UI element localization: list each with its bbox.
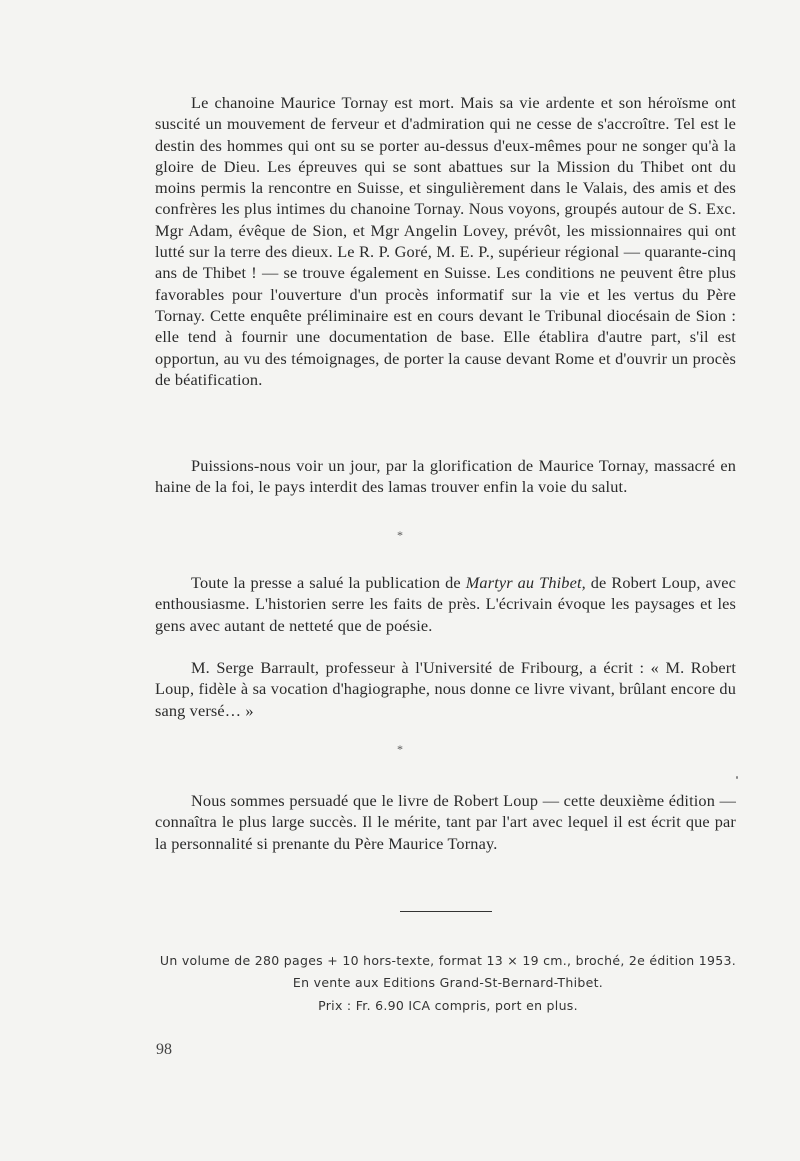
paragraph-barrault-quote: M. Serge Barrault, professeur à l'Université de Fribourg, a écrit : « M. Robert Loup, fidèle à sa vocation d'hagiographe, nous donne ce livre vivant, brûlant encore du sang versé… »: [155, 658, 736, 720]
paragraph-tornay-death: Le chanoine Maurice Tornay est mort. Mais sa vie ardente et son héroïsme ont suscité un mouvement de ferveur et d'admiration qui ne cesse de s'accroître. Tel est le destin des hommes qui ont su se porter au-dessus d'eux-mêmes pour ne songer qu'à la gloire de Dieu. Les épreuves qui se sont abattues sur la Mission du Thibet ont du moins permis la rencontre en Suisse, et singulièrement dans le Valais, des amis et des confrères les plus intimes du chanoine Tornay. Nous voyons, groupés autour de S. Exc. Mgr Adam, évêque de Sion, et Mgr Angelin Lovey, prévôt, les missionnaires qui ont lutté sur la terre des dieux. Le R. P. Goré, M. E. P., supérieur régional — quarante-cinq ans de Thibet ! — se trouve également en Suisse. Les conditions ne peuvent être plus favorables pour l'ouverture d'un procès informatif sur la vie et les vertus du Père Tornay. Cette enquête préliminaire est en cours devant le Tribunal diocésain de Sion : elle tend à fournir une documentation de base. Elle établira d'autre part, s'il est opportun, au vu des témoignages, de porter la cause devant Rome et d'ouvrir un procès de béatification.: [155, 93, 736, 389]
print-speck: [736, 776, 738, 779]
page-number: 98: [156, 1041, 172, 1058]
paragraph-conclusion: Nous sommes persuadé que le livre de Robert Loup — cette deuxième édition — connaîtra le plus large succès. Il le mérite, tant par l'art avec lequel il est écrit que par la personnalité si prenante du Père Maurice Tornay.: [155, 791, 736, 853]
paragraph-press-review: [155, 572, 736, 636]
footnote-price-info: Prix : Fr. 6.90 ICA compris, port en plus.: [318, 998, 578, 1013]
separator-star: *: [397, 742, 403, 756]
paragraph-prayer: Puissions-nous voir un jour, par la glorification de Maurice Tornay, massacré en haine de la foi, le pays interdit des lamas trouver enfin la voie du salut.: [155, 456, 736, 497]
footnote-sales-info: En vente aux Editions Grand-St-Bernard-Thibet.: [292, 975, 604, 990]
separator-star: *: [397, 528, 403, 542]
horizontal-rule: [400, 911, 492, 912]
press-review-text-start: Toute la presse a salué la publication de: [191, 573, 466, 592]
book-title: Martyr au Thibet,: [465, 573, 586, 592]
footnote-volume-info: Un volume de 280 pages + 10 hors-texte, format 13 × 19 cm., broché, 2e édition 1953.: [159, 953, 737, 968]
press-review-text-end: de Robert Loup, avec enthousiasme. L'historien serre les faits de près. L'écrivain évoque les paysages et les gens avec autant de netteté que de poésie.: [155, 573, 736, 635]
